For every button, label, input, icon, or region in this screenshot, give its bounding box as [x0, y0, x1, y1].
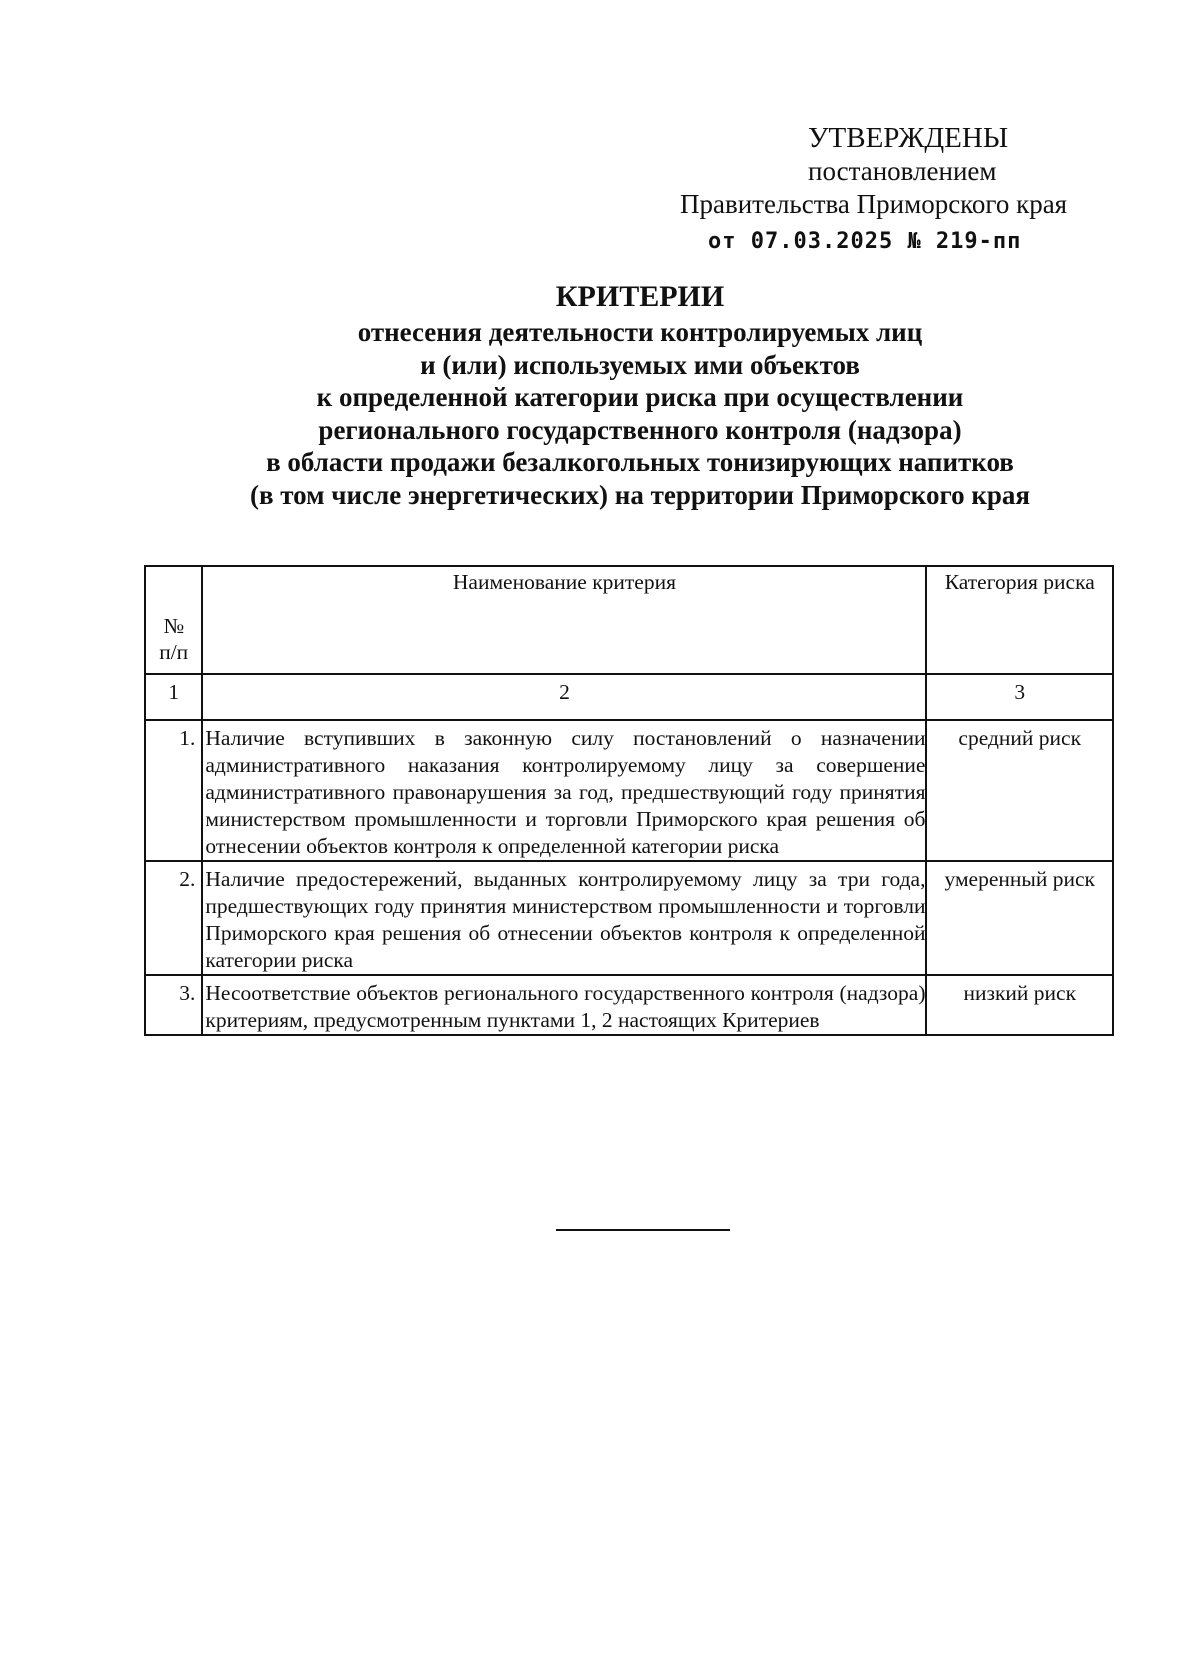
heading-line: (в том числе энергетических) на территории Приморского края — [249, 479, 1031, 510]
heading-line: отнесения деятельности контролируемых лиц — [357, 317, 923, 347]
row-number: 2. — [145, 861, 202, 975]
approval-date-number: от 07.03.2025 № 219-пп — [708, 229, 1022, 254]
table-header-row — [145, 566, 1113, 674]
column-index: 3 — [926, 674, 1113, 720]
risk-category: умеренный риск — [926, 861, 1113, 975]
approval-block — [680, 122, 1100, 258]
header-criterion-name: Наименование критерия — [202, 566, 926, 674]
criterion-text: Наличие вступивших в законную силу постановлений о назначении административного наказания контролируемому лицу за совершение административного правонарушения за год, предшествующий году принятия министерством промышленности и торговли Приморского края решения об отнесении объектов контроля к определенной категории риска — [202, 720, 926, 861]
risk-category: низкий риск — [926, 975, 1113, 1035]
column-index: 1 — [145, 674, 202, 720]
table-row — [145, 720, 1113, 861]
criterion-text: Наличие предостережений, выданных контролируемому лицу за три года, предшествующих году принятия министерством промышленности и торговли Приморского края решения об отнесении объектов контроля к определенной категории риска — [202, 861, 926, 975]
header-number-sign: № — [163, 614, 184, 638]
heading-line: и (или) используемых ими объектов — [420, 349, 860, 380]
header-risk-category: Категория риска — [926, 566, 1113, 674]
criterion-text: Несоответствие объектов регионального государственного контроля (надзора) критериям, предусмотренным пунктами 1, 2 настоящих Критериев — [202, 975, 926, 1035]
heading-line: в области продажи безалкогольных тонизирующих напитков — [266, 447, 1014, 477]
end-of-document-rule — [556, 1229, 730, 1231]
approval-resolution: постановлением — [808, 156, 997, 186]
header-number — [145, 566, 202, 674]
row-number: 3. — [145, 975, 202, 1035]
approval-authority: Правительства Приморского края — [680, 189, 1068, 219]
approval-title: УТВЕРЖДЕНЫ — [808, 122, 1009, 154]
risk-category: средний риск — [926, 720, 1113, 861]
column-index: 2 — [202, 674, 926, 720]
heading-line: к определенной категории риска при осуществлении — [316, 382, 964, 412]
document-heading — [140, 280, 1140, 511]
header-number-abbr: п/п — [159, 640, 189, 664]
table-row — [145, 861, 1113, 975]
heading-line: регионального государственного контроля (надзора) — [318, 414, 962, 445]
criteria-table — [144, 565, 1114, 1036]
column-index-row — [145, 674, 1113, 720]
row-number: 1. — [145, 720, 202, 861]
document-title: КРИТЕРИИ — [555, 280, 725, 313]
table-row — [145, 975, 1113, 1035]
